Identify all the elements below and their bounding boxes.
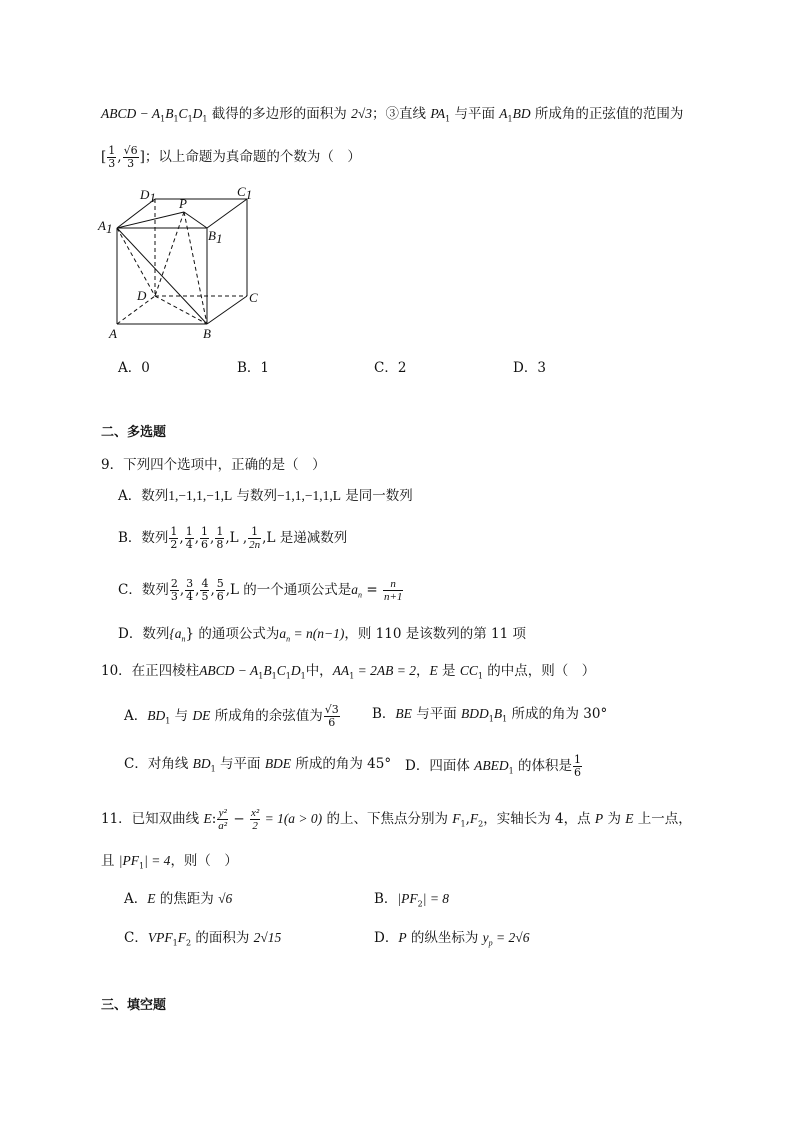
q9-option-c[interactable]: C．数列 $\frac{2}{3}$ , $\frac{3}{4}$ , $\frac{4}{5}$ , $\frac{5}{6}$ ,L 的一个通项公式是$a_n$ = $\frac{n}{n+1}$	[118, 577, 403, 603]
range-low-fraction: $\frac{1}{3}$	[108, 144, 116, 170]
label-d: D	[137, 288, 147, 303]
label-c: C	[249, 290, 258, 305]
q11-option-c[interactable]: C．$VPF_1F_2$ 的面积为 2√15	[124, 930, 282, 948]
q9-option-d[interactable]: D．数列$\{a_n\}$ 的通项公式为$a_n = n(n-1)$，则 110 是该数列的第 11 项	[118, 626, 526, 644]
prism-name: ABCD − A	[101, 106, 161, 121]
line-d-b	[155, 296, 207, 324]
q10-option-c[interactable]: C．对角线 $BD_1$ 与平面 BDE 所成的角为 45°	[124, 756, 392, 774]
label-d1: D1	[140, 187, 156, 205]
label-a1: A1	[98, 218, 113, 236]
section-multi-choice-heading: 二、多选题	[101, 425, 167, 440]
q9-stem: 9．下列四个选项中，正确的是（ ）	[101, 457, 326, 473]
q9-option-a[interactable]: A．数列1,−1,1,−1,L 与数列−1,1,−1,1,L 是同一数列	[118, 488, 413, 504]
cube-figure	[94, 184, 274, 344]
line-p-b1	[184, 212, 207, 228]
q8-line2: [ $\frac{1}{3}$ , $\frac{√6}{3}$ ]；以上命题为真命题的个数为（ ）	[101, 144, 361, 170]
q10-option-d[interactable]: D．四面体 $ABED_1$ 的体积是 $\frac{1}{6}$	[405, 753, 582, 779]
q11-option-a[interactable]: A．E 的焦距为 √6	[124, 891, 233, 907]
q8-option-c[interactable]: C．2	[374, 360, 407, 376]
q11-option-b[interactable]: B．$|PF_2| = 8$	[374, 891, 450, 909]
edge-a-d	[117, 296, 155, 324]
label-b1: B1	[208, 228, 223, 246]
label-a: A	[109, 326, 117, 341]
q8-option-b[interactable]: B．1	[237, 360, 270, 376]
q11-stem-line2: 且 $|PF_1| = 4$，则（ ）	[101, 853, 238, 871]
area-value: 2√3	[351, 106, 373, 121]
q9-option-b[interactable]: B．数列 $\frac{1}{2}$ , $\frac{1}{4}$ , $\frac{1}{6}$ , $\frac{1}{8}$ ,L , $\frac{1}{2n}$ ,L 是递减数列	[118, 525, 348, 551]
line-p-b	[184, 212, 207, 324]
label-b: B	[203, 326, 211, 341]
q8-option-a[interactable]: A．0	[118, 360, 150, 376]
edge-b1-c1	[207, 199, 247, 228]
q10-stem: 10．在正四棱柱ABCD − $A_1B_1C_1D_1$中，$AA_1 = 2AB = 2$，E 是 $CC_1$ 的中点，则（ ）	[101, 663, 596, 681]
label-c1: C1	[237, 184, 253, 202]
q10-option-a[interactable]: A．$BD_1$ 与 DE 所成角的余弦值为 $\frac{√3}{6}$	[124, 703, 339, 729]
q10-option-b[interactable]: B．BE 与平面 $BDD_1B_1$ 所成的角为 30°	[372, 706, 608, 724]
q8-option-d[interactable]: D．3	[513, 360, 546, 376]
section-fill-blank-heading: 三、填空题	[101, 998, 167, 1013]
edge-b-c	[207, 296, 247, 324]
label-p: P	[179, 196, 187, 211]
q8-line1: ABCD − $A_1B_1C_1D_1$ 截得的多边形的面积为 2√3；③直线 $PA_1$ 与平面 $A_1BD$ 所成角的正弦值的范围为	[101, 106, 684, 124]
q11-option-d[interactable]: D．P 的纵坐标为 $y_p = 2√6$	[374, 930, 530, 948]
q11-stem-line1: 11．已知双曲线 E: $\frac{\text{y²}}{\text{a²}}$ − $\frac{\text{x²}}{2}$ = 1(a > 0) 的上、下焦点分别为 $F_1,F_2$，实轴长为 4，点 P 为 E 上一点，	[101, 807, 692, 832]
range-high-fraction: $\frac{√6}{3}$	[123, 144, 138, 170]
line-a1-b	[117, 228, 207, 324]
